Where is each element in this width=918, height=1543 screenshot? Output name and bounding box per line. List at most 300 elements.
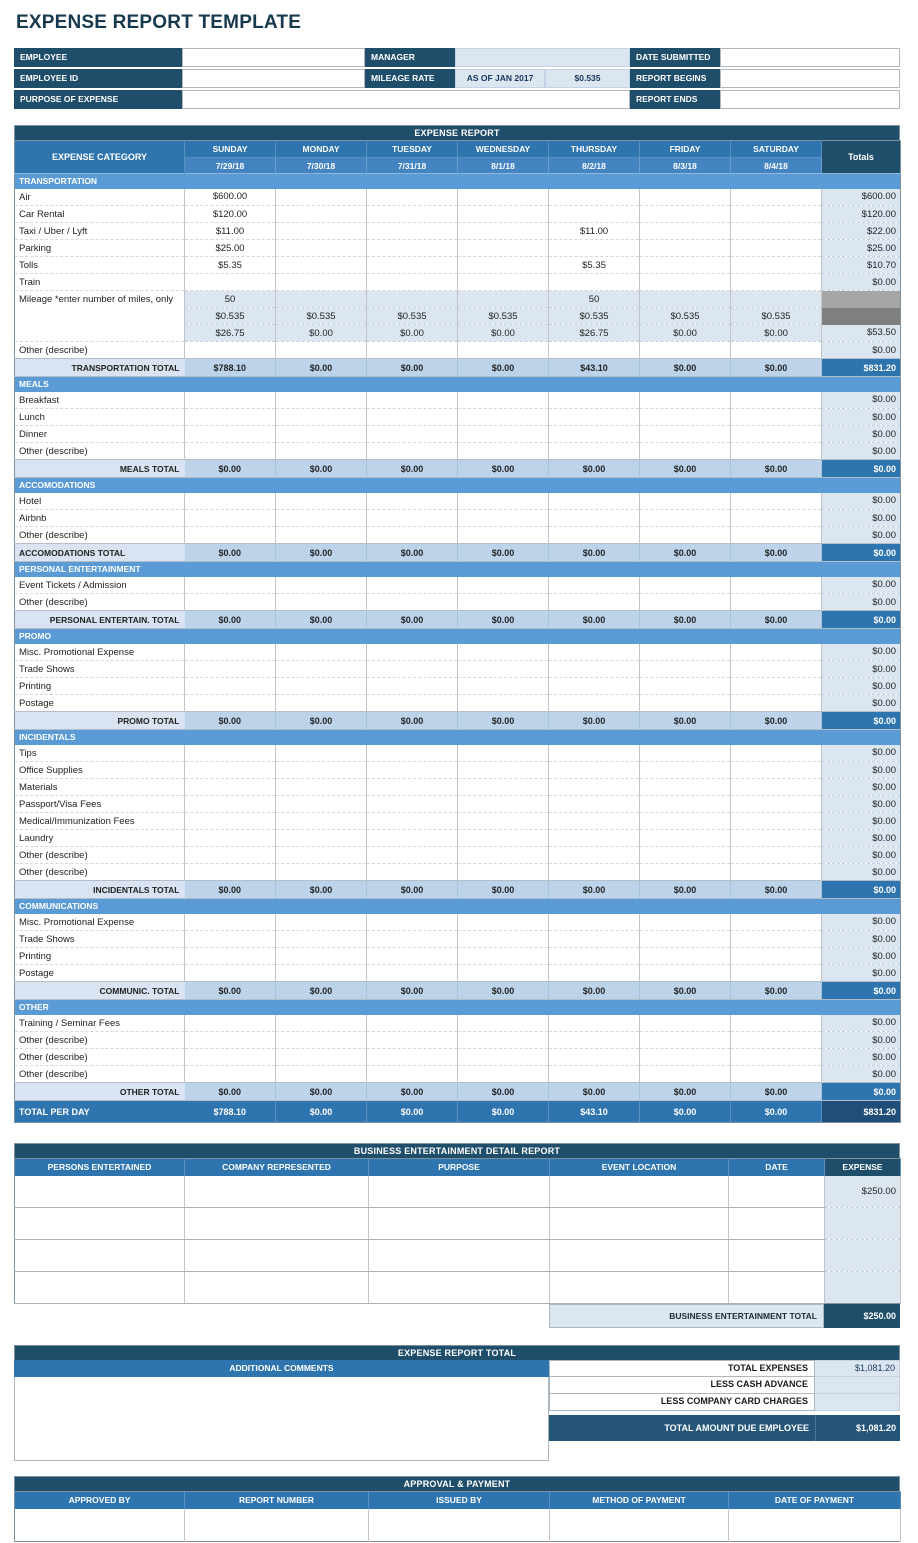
day-value-cell-sunday[interactable]: [185, 510, 276, 527]
day-value-cell-saturday[interactable]: $0.535: [731, 308, 822, 325]
day-value-cell-sunday[interactable]: [185, 1015, 276, 1032]
day-value-cell-wednesday[interactable]: [458, 779, 549, 796]
day-value-cell-monday[interactable]: [276, 1049, 367, 1066]
day-value-cell-thursday[interactable]: [549, 847, 640, 864]
day-value-cell-monday[interactable]: [276, 577, 367, 594]
day-value-cell-wednesday[interactable]: [458, 527, 549, 544]
day-value-cell-sunday[interactable]: $11.00: [185, 223, 276, 240]
day-value-cell-sunday[interactable]: $600.00: [185, 189, 276, 206]
purpose-of-expense-field[interactable]: [182, 90, 630, 109]
day-value-cell-wednesday[interactable]: [458, 745, 549, 762]
day-value-cell-tuesday[interactable]: [367, 223, 458, 240]
less-cash-advance-field[interactable]: [815, 1377, 900, 1394]
day-value-cell-monday[interactable]: $0.00: [276, 325, 367, 342]
day-value-cell-friday[interactable]: [640, 796, 731, 813]
day-value-cell-saturday[interactable]: [731, 678, 822, 695]
day-value-cell-friday[interactable]: [640, 392, 731, 409]
day-value-cell-tuesday[interactable]: [367, 510, 458, 527]
day-value-cell-saturday[interactable]: [731, 914, 822, 931]
day-value-cell-saturday[interactable]: [731, 240, 822, 257]
day-value-cell-tuesday[interactable]: [367, 426, 458, 443]
day-value-cell-thursday[interactable]: [549, 206, 640, 223]
day-value-cell-thursday[interactable]: [549, 527, 640, 544]
day-value-cell-thursday[interactable]: [549, 931, 640, 948]
day-value-cell-saturday[interactable]: [731, 644, 822, 661]
day-value-cell-wednesday[interactable]: [458, 644, 549, 661]
day-value-cell-wednesday[interactable]: [458, 409, 549, 426]
day-value-cell-tuesday[interactable]: [367, 796, 458, 813]
day-value-cell-friday[interactable]: [640, 206, 731, 223]
day-value-cell-saturday[interactable]: [731, 762, 822, 779]
day-value-cell-wednesday[interactable]: [458, 594, 549, 611]
day-value-cell-saturday[interactable]: [731, 493, 822, 510]
day-value-cell-tuesday[interactable]: [367, 644, 458, 661]
method-of-payment-field[interactable]: [550, 1509, 729, 1542]
day-value-cell-wednesday[interactable]: $0.00: [458, 325, 549, 342]
day-value-cell-friday[interactable]: [640, 931, 731, 948]
day-value-cell-thursday[interactable]: [549, 914, 640, 931]
day-value-cell-sunday[interactable]: [185, 274, 276, 291]
day-value-cell-sunday[interactable]: [185, 914, 276, 931]
day-value-cell-wednesday[interactable]: [458, 257, 549, 274]
day-value-cell-tuesday[interactable]: [367, 931, 458, 948]
day-value-cell-thursday[interactable]: [549, 762, 640, 779]
day-value-cell-wednesday[interactable]: [458, 1049, 549, 1066]
business-field-persons-entertained[interactable]: [15, 1208, 185, 1240]
day-value-cell-friday[interactable]: [640, 661, 731, 678]
day-value-cell-tuesday[interactable]: [367, 257, 458, 274]
day-value-cell-wednesday[interactable]: [458, 510, 549, 527]
day-value-cell-sunday[interactable]: [185, 830, 276, 847]
day-value-cell-friday[interactable]: [640, 830, 731, 847]
day-value-cell-saturday[interactable]: [731, 847, 822, 864]
day-value-cell-thursday[interactable]: 50: [549, 291, 640, 308]
day-value-cell-saturday[interactable]: [731, 409, 822, 426]
day-value-cell-monday[interactable]: [276, 779, 367, 796]
business-field-event-location[interactable]: [550, 1176, 729, 1208]
day-value-cell-saturday[interactable]: $0.00: [731, 325, 822, 342]
day-value-cell-thursday[interactable]: [549, 948, 640, 965]
day-value-cell-monday[interactable]: [276, 931, 367, 948]
day-value-cell-friday[interactable]: [640, 510, 731, 527]
day-value-cell-tuesday[interactable]: [367, 745, 458, 762]
day-value-cell-friday[interactable]: [640, 342, 731, 359]
business-field-event-location[interactable]: [550, 1272, 729, 1304]
day-value-cell-wednesday[interactable]: [458, 830, 549, 847]
day-value-cell-tuesday[interactable]: [367, 914, 458, 931]
day-value-cell-friday[interactable]: [640, 493, 731, 510]
day-value-cell-sunday[interactable]: 50: [185, 291, 276, 308]
day-value-cell-wednesday[interactable]: [458, 342, 549, 359]
day-value-cell-monday[interactable]: [276, 644, 367, 661]
day-value-cell-sunday[interactable]: $26.75: [185, 325, 276, 342]
day-value-cell-saturday[interactable]: [731, 1066, 822, 1083]
day-value-cell-tuesday[interactable]: [367, 779, 458, 796]
day-value-cell-monday[interactable]: [276, 914, 367, 931]
day-value-cell-sunday[interactable]: [185, 342, 276, 359]
day-value-cell-sunday[interactable]: [185, 594, 276, 611]
day-value-cell-thursday[interactable]: [549, 1049, 640, 1066]
business-field-persons-entertained[interactable]: [15, 1176, 185, 1208]
day-value-cell-thursday[interactable]: [549, 342, 640, 359]
day-value-cell-tuesday[interactable]: [367, 189, 458, 206]
day-value-cell-thursday[interactable]: [549, 443, 640, 460]
day-value-cell-tuesday[interactable]: [367, 577, 458, 594]
day-value-cell-wednesday[interactable]: [458, 864, 549, 881]
business-field-persons-entertained[interactable]: [15, 1240, 185, 1272]
day-value-cell-friday[interactable]: [640, 695, 731, 712]
day-value-cell-thursday[interactable]: [549, 594, 640, 611]
day-value-cell-saturday[interactable]: [731, 257, 822, 274]
date-submitted-field[interactable]: [720, 48, 900, 67]
day-value-cell-monday[interactable]: [276, 830, 367, 847]
day-value-cell-monday[interactable]: [276, 240, 367, 257]
day-value-cell-wednesday[interactable]: [458, 189, 549, 206]
day-value-cell-thursday[interactable]: $26.75: [549, 325, 640, 342]
day-value-cell-wednesday[interactable]: [458, 274, 549, 291]
day-value-cell-sunday[interactable]: [185, 965, 276, 982]
day-value-cell-sunday[interactable]: [185, 493, 276, 510]
day-value-cell-friday[interactable]: [640, 1066, 731, 1083]
day-value-cell-monday[interactable]: [276, 864, 367, 881]
day-value-cell-monday[interactable]: [276, 965, 367, 982]
day-value-cell-friday[interactable]: [640, 594, 731, 611]
day-value-cell-wednesday[interactable]: [458, 291, 549, 308]
day-value-cell-tuesday[interactable]: [367, 493, 458, 510]
day-value-cell-tuesday[interactable]: [367, 1066, 458, 1083]
day-value-cell-thursday[interactable]: [549, 779, 640, 796]
day-value-cell-sunday[interactable]: [185, 847, 276, 864]
day-value-cell-sunday[interactable]: [185, 443, 276, 460]
day-value-cell-friday[interactable]: [640, 527, 731, 544]
day-value-cell-sunday[interactable]: $0.535: [185, 308, 276, 325]
day-value-cell-friday[interactable]: [640, 965, 731, 982]
day-value-cell-saturday[interactable]: [731, 206, 822, 223]
day-value-cell-sunday[interactable]: [185, 864, 276, 881]
day-value-cell-monday[interactable]: [276, 1032, 367, 1049]
day-value-cell-monday[interactable]: [276, 661, 367, 678]
day-value-cell-thursday[interactable]: [549, 745, 640, 762]
day-value-cell-wednesday[interactable]: [458, 1066, 549, 1083]
day-value-cell-monday[interactable]: [276, 409, 367, 426]
day-value-cell-saturday[interactable]: [731, 426, 822, 443]
business-field-date[interactable]: [729, 1176, 825, 1208]
day-value-cell-tuesday[interactable]: [367, 206, 458, 223]
day-value-cell-monday[interactable]: [276, 291, 367, 308]
day-value-cell-monday[interactable]: [276, 510, 367, 527]
day-value-cell-friday[interactable]: [640, 847, 731, 864]
day-value-cell-thursday[interactable]: [549, 796, 640, 813]
day-value-cell-sunday[interactable]: [185, 931, 276, 948]
day-value-cell-friday[interactable]: $0.00: [640, 325, 731, 342]
mileage-rate-value[interactable]: $0.535: [545, 69, 630, 88]
day-value-cell-friday[interactable]: [640, 443, 731, 460]
day-value-cell-friday[interactable]: [640, 644, 731, 661]
day-value-cell-wednesday[interactable]: [458, 695, 549, 712]
day-value-cell-wednesday[interactable]: [458, 813, 549, 830]
day-value-cell-monday[interactable]: [276, 594, 367, 611]
day-value-cell-sunday[interactable]: [185, 1032, 276, 1049]
day-value-cell-wednesday[interactable]: [458, 796, 549, 813]
day-value-cell-friday[interactable]: [640, 864, 731, 881]
day-value-cell-thursday[interactable]: [549, 577, 640, 594]
day-value-cell-tuesday[interactable]: $0.00: [367, 325, 458, 342]
business-expense-cell[interactable]: [825, 1272, 901, 1304]
day-value-cell-tuesday[interactable]: [367, 594, 458, 611]
business-expense-cell[interactable]: [825, 1240, 901, 1272]
day-value-cell-saturday[interactable]: [731, 510, 822, 527]
day-value-cell-wednesday[interactable]: [458, 931, 549, 948]
day-value-cell-thursday[interactable]: [549, 864, 640, 881]
day-value-cell-sunday[interactable]: [185, 779, 276, 796]
day-value-cell-friday[interactable]: $0.535: [640, 308, 731, 325]
day-value-cell-monday[interactable]: [276, 678, 367, 695]
issued-by-field[interactable]: [369, 1509, 550, 1542]
day-value-cell-thursday[interactable]: [549, 240, 640, 257]
day-value-cell-monday[interactable]: [276, 948, 367, 965]
day-value-cell-wednesday[interactable]: [458, 206, 549, 223]
day-value-cell-wednesday[interactable]: [458, 678, 549, 695]
day-value-cell-tuesday[interactable]: [367, 392, 458, 409]
day-value-cell-friday[interactable]: [640, 291, 731, 308]
day-value-cell-wednesday[interactable]: [458, 493, 549, 510]
day-value-cell-thursday[interactable]: [549, 1015, 640, 1032]
day-value-cell-saturday[interactable]: [731, 274, 822, 291]
day-value-cell-saturday[interactable]: [731, 813, 822, 830]
day-value-cell-tuesday[interactable]: [367, 762, 458, 779]
day-value-cell-saturday[interactable]: [731, 830, 822, 847]
day-value-cell-friday[interactable]: [640, 274, 731, 291]
day-value-cell-sunday[interactable]: [185, 1066, 276, 1083]
day-value-cell-monday[interactable]: [276, 206, 367, 223]
day-value-cell-tuesday[interactable]: [367, 948, 458, 965]
day-value-cell-friday[interactable]: [640, 189, 731, 206]
day-value-cell-thursday[interactable]: [549, 1032, 640, 1049]
day-value-cell-wednesday[interactable]: [458, 965, 549, 982]
day-value-cell-wednesday[interactable]: [458, 443, 549, 460]
day-value-cell-saturday[interactable]: [731, 965, 822, 982]
day-value-cell-saturday[interactable]: [731, 745, 822, 762]
day-value-cell-monday[interactable]: [276, 527, 367, 544]
day-value-cell-tuesday[interactable]: [367, 240, 458, 257]
day-value-cell-saturday[interactable]: [731, 948, 822, 965]
day-value-cell-saturday[interactable]: [731, 695, 822, 712]
day-value-cell-saturday[interactable]: [731, 291, 822, 308]
day-value-cell-sunday[interactable]: [185, 392, 276, 409]
day-value-cell-wednesday[interactable]: [458, 240, 549, 257]
day-value-cell-wednesday[interactable]: [458, 577, 549, 594]
day-value-cell-tuesday[interactable]: [367, 1049, 458, 1066]
day-value-cell-saturday[interactable]: [731, 189, 822, 206]
day-value-cell-sunday[interactable]: [185, 678, 276, 695]
day-value-cell-tuesday[interactable]: [367, 695, 458, 712]
day-value-cell-tuesday[interactable]: [367, 661, 458, 678]
day-value-cell-sunday[interactable]: $25.00: [185, 240, 276, 257]
employee-id-field[interactable]: [182, 69, 365, 88]
day-value-cell-tuesday[interactable]: [367, 409, 458, 426]
day-value-cell-wednesday[interactable]: [458, 948, 549, 965]
day-value-cell-thursday[interactable]: [549, 678, 640, 695]
business-field-date[interactable]: [729, 1208, 825, 1240]
day-value-cell-wednesday[interactable]: [458, 661, 549, 678]
day-value-cell-friday[interactable]: [640, 426, 731, 443]
day-value-cell-thursday[interactable]: [549, 392, 640, 409]
day-value-cell-wednesday[interactable]: [458, 1015, 549, 1032]
day-value-cell-thursday[interactable]: $11.00: [549, 223, 640, 240]
day-value-cell-monday[interactable]: [276, 1066, 367, 1083]
day-value-cell-monday[interactable]: [276, 392, 367, 409]
business-field-date[interactable]: [729, 1240, 825, 1272]
day-value-cell-thursday[interactable]: $0.535: [549, 308, 640, 325]
business-field-purpose[interactable]: [369, 1240, 550, 1272]
day-value-cell-monday[interactable]: [276, 847, 367, 864]
day-value-cell-wednesday[interactable]: [458, 223, 549, 240]
day-value-cell-tuesday[interactable]: [367, 1032, 458, 1049]
day-value-cell-thursday[interactable]: [549, 813, 640, 830]
day-value-cell-friday[interactable]: [640, 813, 731, 830]
day-value-cell-sunday[interactable]: [185, 409, 276, 426]
day-value-cell-saturday[interactable]: [731, 392, 822, 409]
day-value-cell-friday[interactable]: [640, 914, 731, 931]
day-value-cell-monday[interactable]: [276, 493, 367, 510]
day-value-cell-monday[interactable]: [276, 695, 367, 712]
business-field-company-represented[interactable]: [185, 1208, 369, 1240]
day-value-cell-thursday[interactable]: [549, 830, 640, 847]
day-value-cell-friday[interactable]: [640, 577, 731, 594]
day-value-cell-friday[interactable]: [640, 409, 731, 426]
day-value-cell-saturday[interactable]: [731, 594, 822, 611]
manager-field[interactable]: [455, 48, 630, 67]
day-value-cell-monday[interactable]: [276, 342, 367, 359]
day-value-cell-sunday[interactable]: [185, 948, 276, 965]
day-value-cell-tuesday[interactable]: [367, 847, 458, 864]
day-value-cell-saturday[interactable]: [731, 864, 822, 881]
business-expense-cell[interactable]: $250.00: [825, 1176, 901, 1208]
day-value-cell-saturday[interactable]: [731, 443, 822, 460]
day-value-cell-tuesday[interactable]: [367, 342, 458, 359]
day-value-cell-wednesday[interactable]: [458, 847, 549, 864]
day-value-cell-friday[interactable]: [640, 1015, 731, 1032]
day-value-cell-saturday[interactable]: [731, 527, 822, 544]
day-value-cell-sunday[interactable]: [185, 527, 276, 544]
day-value-cell-saturday[interactable]: [731, 342, 822, 359]
date-of-payment-field[interactable]: [729, 1509, 901, 1542]
day-value-cell-tuesday[interactable]: [367, 291, 458, 308]
business-field-event-location[interactable]: [550, 1208, 729, 1240]
day-value-cell-wednesday[interactable]: [458, 392, 549, 409]
additional-comments-field[interactable]: [14, 1377, 549, 1461]
day-value-cell-sunday[interactable]: [185, 745, 276, 762]
day-value-cell-tuesday[interactable]: [367, 443, 458, 460]
business-field-company-represented[interactable]: [185, 1240, 369, 1272]
day-value-cell-sunday[interactable]: $5.35: [185, 257, 276, 274]
day-value-cell-tuesday[interactable]: $0.535: [367, 308, 458, 325]
day-value-cell-thursday[interactable]: $5.35: [549, 257, 640, 274]
day-value-cell-friday[interactable]: [640, 678, 731, 695]
day-value-cell-monday[interactable]: [276, 223, 367, 240]
day-value-cell-saturday[interactable]: [731, 931, 822, 948]
day-value-cell-sunday[interactable]: [185, 762, 276, 779]
employee-field[interactable]: [182, 48, 365, 67]
day-value-cell-thursday[interactable]: [549, 644, 640, 661]
day-value-cell-wednesday[interactable]: [458, 762, 549, 779]
day-value-cell-monday[interactable]: [276, 813, 367, 830]
day-value-cell-sunday[interactable]: [185, 644, 276, 661]
day-value-cell-thursday[interactable]: [549, 409, 640, 426]
day-value-cell-thursday[interactable]: [549, 274, 640, 291]
day-value-cell-monday[interactable]: $0.535: [276, 308, 367, 325]
day-value-cell-friday[interactable]: [640, 779, 731, 796]
day-value-cell-sunday[interactable]: [185, 813, 276, 830]
day-value-cell-monday[interactable]: [276, 426, 367, 443]
day-value-cell-saturday[interactable]: [731, 661, 822, 678]
day-value-cell-friday[interactable]: [640, 1049, 731, 1066]
day-value-cell-friday[interactable]: [640, 1032, 731, 1049]
report-begins-field[interactable]: [720, 69, 900, 88]
day-value-cell-saturday[interactable]: [731, 779, 822, 796]
business-field-purpose[interactable]: [369, 1272, 550, 1304]
day-value-cell-tuesday[interactable]: [367, 864, 458, 881]
day-value-cell-friday[interactable]: [640, 257, 731, 274]
business-field-company-represented[interactable]: [185, 1272, 369, 1304]
day-value-cell-monday[interactable]: [276, 189, 367, 206]
day-value-cell-sunday[interactable]: [185, 796, 276, 813]
day-value-cell-tuesday[interactable]: [367, 1015, 458, 1032]
day-value-cell-tuesday[interactable]: [367, 813, 458, 830]
less-company-card-charges-field[interactable]: [815, 1394, 900, 1411]
day-value-cell-tuesday[interactable]: [367, 965, 458, 982]
day-value-cell-friday[interactable]: [640, 240, 731, 257]
day-value-cell-monday[interactable]: [276, 257, 367, 274]
day-value-cell-friday[interactable]: [640, 948, 731, 965]
day-value-cell-wednesday[interactable]: $0.535: [458, 308, 549, 325]
day-value-cell-saturday[interactable]: [731, 1015, 822, 1032]
business-field-company-represented[interactable]: [185, 1176, 369, 1208]
approved-by-field[interactable]: [15, 1509, 185, 1542]
day-value-cell-thursday[interactable]: [549, 426, 640, 443]
day-value-cell-thursday[interactable]: [549, 965, 640, 982]
day-value-cell-sunday[interactable]: $120.00: [185, 206, 276, 223]
day-value-cell-sunday[interactable]: [185, 426, 276, 443]
day-value-cell-wednesday[interactable]: [458, 1032, 549, 1049]
day-value-cell-thursday[interactable]: [549, 661, 640, 678]
day-value-cell-tuesday[interactable]: [367, 527, 458, 544]
report-ends-field[interactable]: [720, 90, 900, 109]
day-value-cell-tuesday[interactable]: [367, 274, 458, 291]
day-value-cell-wednesday[interactable]: [458, 426, 549, 443]
day-value-cell-friday[interactable]: [640, 762, 731, 779]
day-value-cell-sunday[interactable]: [185, 577, 276, 594]
day-value-cell-monday[interactable]: [276, 443, 367, 460]
day-value-cell-friday[interactable]: [640, 745, 731, 762]
day-value-cell-monday[interactable]: [276, 274, 367, 291]
day-value-cell-thursday[interactable]: [549, 695, 640, 712]
business-field-event-location[interactable]: [550, 1240, 729, 1272]
day-value-cell-thursday[interactable]: [549, 510, 640, 527]
day-value-cell-saturday[interactable]: [731, 577, 822, 594]
day-value-cell-friday[interactable]: [640, 223, 731, 240]
day-value-cell-saturday[interactable]: [731, 796, 822, 813]
business-expense-cell[interactable]: [825, 1208, 901, 1240]
day-value-cell-saturday[interactable]: [731, 1049, 822, 1066]
day-value-cell-monday[interactable]: [276, 796, 367, 813]
day-value-cell-sunday[interactable]: [185, 661, 276, 678]
day-value-cell-monday[interactable]: [276, 1015, 367, 1032]
day-value-cell-thursday[interactable]: [549, 493, 640, 510]
day-value-cell-saturday[interactable]: [731, 223, 822, 240]
day-value-cell-sunday[interactable]: [185, 1049, 276, 1066]
day-value-cell-sunday[interactable]: [185, 695, 276, 712]
